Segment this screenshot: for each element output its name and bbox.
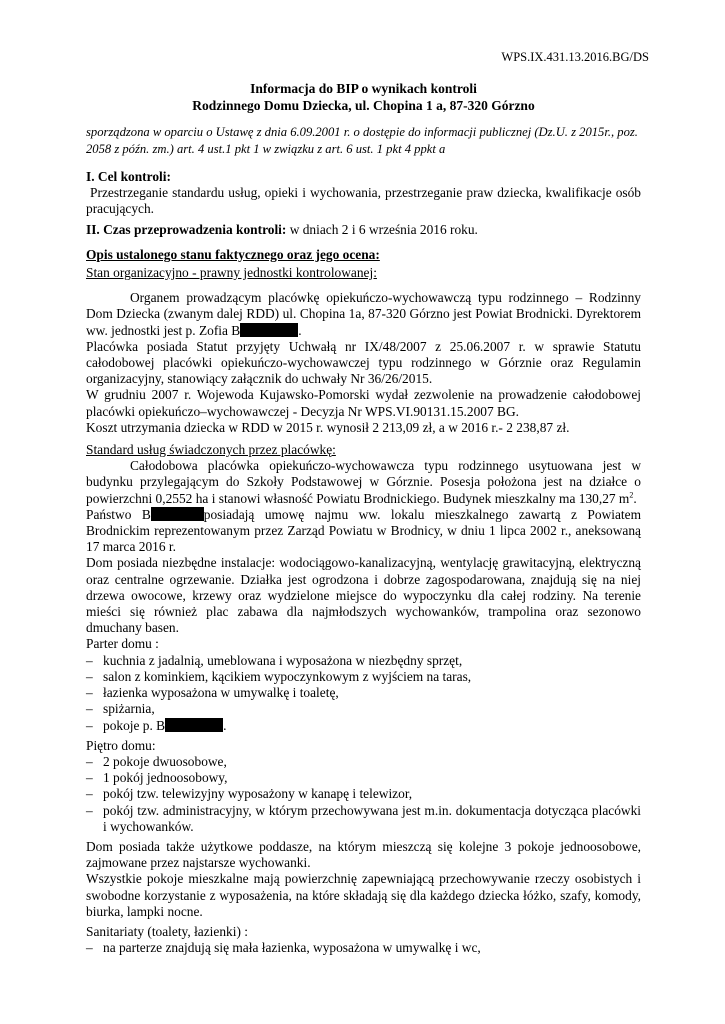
- standard-paragraph-5: Wszystkie pokoje mieszkalne mają powierzchnię zapewniającą przechowywanie rzeczy osobistych i swobodne korzystanie z wyposażenia, na które składają się dla każdego dziecka łóżko, szafy, komody, biurka, lampki nocne.: [86, 871, 641, 919]
- list-item: – 1 pokój jednoosobowy,: [86, 770, 641, 786]
- org-paragraph-1: Organem prowadzącym placówkę opiekuńczo-wychowawczą typu rodzinnego – Rodzinny Dom Dziecka (zwanym dalej RDD) ul. Chopina 1a, 87-320 Górzno jest Powiat Brodnicki. Dyrektorem ww. jednostki jest p. Zofia B .: [86, 290, 641, 338]
- list-item: – spiżarnia,: [86, 701, 641, 717]
- legal-basis: sporządzona w oparciu o Ustawę z dnia 6.09.2001 r. o dostępie do informacji publicznej (Dz.U. z 2015r., poz. 2058 z późn. zm.) art. 4 ust.1 pkt 1 w związku z art. 6 ust. 1 pkt 4 ppkt a: [86, 125, 638, 156]
- document-reference-number: WPS.IX.431.13.2016.BG/DS: [501, 50, 649, 64]
- standard-heading: Standard usług świadczonych przez placówkę:: [86, 442, 336, 458]
- document-body: [86, 169, 641, 956]
- standard-paragraph-4: Dom posiada także użytkowe poddasze, na którym mieszczą się kolejne 3 pokoje jednoosobowe, zajmowane przez najstarsze wychowanki.: [86, 838, 641, 871]
- title-line-1: Informacja do BIP o wynikach kontroli: [250, 81, 477, 96]
- sanitariaty-list: [86, 940, 641, 956]
- title-line-2: Rodzinnego Domu Dziecka, ul. Chopina 1 a, 87-320 Górzno: [192, 98, 535, 113]
- list-item: – pokoje p. B .: [86, 718, 641, 734]
- stan-heading: Stan organizacyjno - prawny jednostki kontrolowanej:: [86, 265, 377, 281]
- section-1-text: Przestrzeganie standardu usług, opieki i wychowania, przestrzeganie praw dziecka, kwalifikacje osób pracujących.: [86, 185, 641, 217]
- org-paragraph-3: W grudniu 2007 r. Wojewoda Kujawsko-Pomorski wydał zezwolenie na prowadzenie całodobowej placówki opiekuńczo–wychowawczej - Decyzja Nr WPS.VI.90131.15.2007 BG.: [86, 387, 641, 419]
- opis-heading: Opis ustalonego stanu faktycznego oraz jego ocena:: [86, 246, 380, 262]
- list-item: – na parterze znajdują się mała łazienka, wyposażona w umywalkę i wc,: [86, 940, 641, 956]
- list-item: – 2 pokoje dwuosobowe,: [86, 754, 641, 770]
- standard-paragraph-1: Całodobowa placówka opiekuńczo-wychowawcza typu rodzinnego usytuowana jest w budynku przylegającym do Szkoły Podstawowej w Górznie. Posesja położona jest na działce o powierzchni 0,2552 ha i stanowi własność Powiatu Brodnickiego. Budynek mieszkalny ma 130,27 $m^2$.: [86, 458, 641, 506]
- section-2-heading: II. Czas przeprowadzenia kontroli:: [86, 221, 287, 237]
- list-item: – pokój tzw. telewizyjny wyposażony w kanapę i telewizor,: [86, 786, 641, 802]
- section-1-heading: I. Cel kontroli:: [86, 169, 171, 184]
- redaction-block: [165, 718, 223, 732]
- section-2-text: w dniach 2 i 6 września 2016 roku.: [286, 221, 478, 237]
- list-item: – łazienka wyposażona w umywalkę i toaletę,: [86, 685, 641, 701]
- section-2: [86, 222, 641, 238]
- parter-list: [86, 653, 641, 734]
- redaction-block: [240, 323, 298, 337]
- org-paragraph-2: Placówka posiada Statut przyjęty Uchwałą nr IX/48/2007 z 25.06.2007 r. w sprawie Statutu całodobowej placówki opiekuńczo-wychowawczej typu rodzinnego w Górznie oraz Regulamin organizacyjny, stanowiący załącznik do uchwały Nr 36/26/2015.: [86, 338, 641, 387]
- redaction-block: [151, 507, 204, 521]
- parter-label: Parter domu :: [86, 636, 159, 652]
- standard-paragraph-3: Dom posiada niezbędne instalacje: wodociągowo-kanalizacyjną, wentylację grawitacyjną, elektryczną oraz centralne ogrzewanie. Działka jest ogrodzona i dobrze zagospodarowana, znajdują się na niej drzewa owocowe, krzewy oraz wydzielone miejsce do wypoczynku dla całej rodziny. Na terenie mieści się również plac zabawa dla najmłodszych wychowanków, trampolina oraz sezonowo dmuchany basen.: [86, 555, 641, 636]
- list-item: – kuchnia z jadalnią, umeblowana i wyposażona w niezbędny sprzęt,: [86, 653, 641, 669]
- document-title: [86, 80, 641, 114]
- list-item: – salon z kominkiem, kącikiem wypoczynkowym z wyjściem na taras,: [86, 669, 641, 685]
- org-paragraph-4: Koszt utrzymania dziecka w RDD w 2015 r. wynosił 2 213,09 zł, a w 2016 r.- 2 238,87 zł.: [86, 419, 570, 435]
- pietro-label: Piętro domu:: [86, 737, 156, 753]
- sanitariaty-label: Sanitariaty (toalety, łazienki) :: [86, 923, 248, 939]
- list-item: – pokój tzw. administracyjny, w którym przechowywana jest m.in. dokumentacja dotycząca placówki i wychowanków.: [86, 803, 641, 835]
- standard-paragraph-2: Państwo B posiadają umowę najmu ww. lokalu mieszkalnego zawartą z Powiatem Brodnickim reprezentowanym przez Zarząd Powiatu w Brodnicy, w dniu 1 lipca 2002 r., aneksowaną 17 marca 2016 r.: [86, 506, 641, 555]
- pietro-list: [86, 754, 641, 835]
